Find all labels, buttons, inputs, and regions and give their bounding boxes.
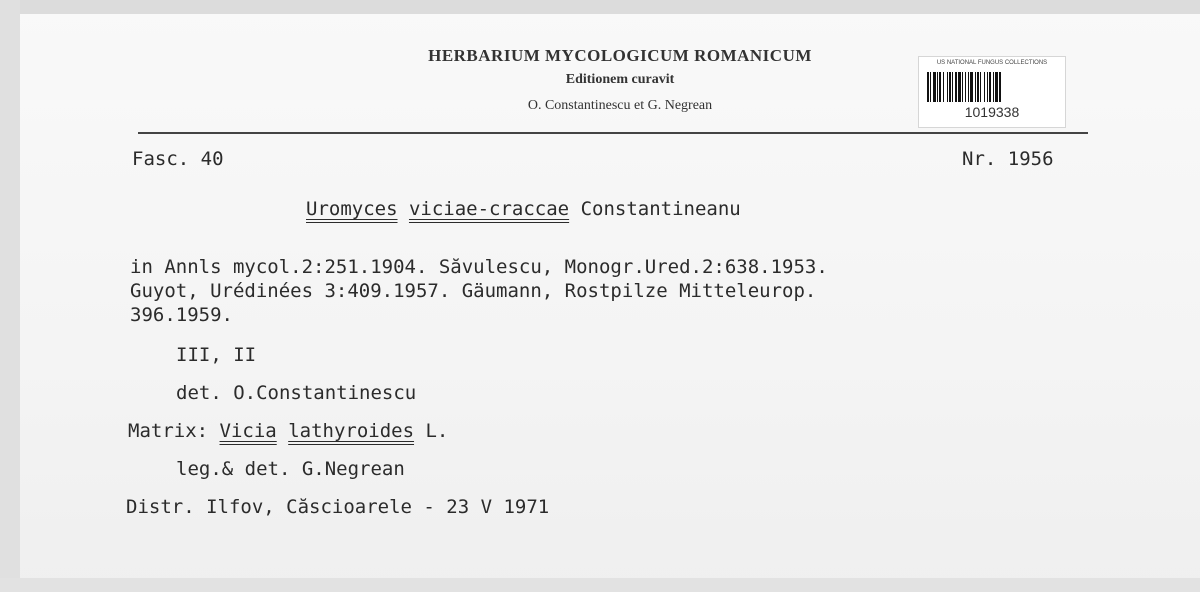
reference-line: in Annls mycol.2:251.1904. Săvulescu, Monogr.Ured.2:638.1953. — [130, 256, 828, 278]
species-genus: Uromyces — [306, 198, 398, 220]
fascicle-number: Fasc. 40 — [132, 148, 224, 170]
header-divider — [138, 132, 1088, 134]
herbarium-editors: O. Constantinescu et G. Negrean — [527, 98, 713, 113]
paper-edge-left — [0, 0, 20, 592]
locality: Distr. Ilfov, Căscioarele - 23 V 1971 — [126, 496, 550, 518]
reference-line: 396.1959. — [130, 304, 233, 326]
determiner: det. O.Constantinescu — [176, 382, 417, 404]
matrix-genus: Vicia — [219, 420, 277, 442]
paper-edge-bottom — [0, 578, 1200, 592]
barcode-label — [918, 56, 1066, 128]
species-epithet: viciae-craccae — [408, 198, 570, 220]
barcode-number: 1019338 — [964, 104, 1020, 120]
host-matrix — [128, 420, 448, 442]
paper-edge-top — [0, 0, 1200, 14]
specimen-number: Nr. 1956 — [962, 148, 1054, 170]
matrix-label: Matrix: — [128, 420, 209, 442]
collector: leg.& det. G.Negrean — [176, 458, 405, 480]
species-name — [306, 198, 741, 220]
spore-stages: III, II — [176, 344, 257, 366]
herbarium-title: HERBARIUM MYCOLOGICUM ROMANICUM — [428, 46, 812, 65]
barcode-icon — [927, 72, 1057, 102]
matrix-author: L. — [425, 420, 449, 442]
barcode-caption: US NATIONAL FUNGUS COLLECTIONS — [936, 60, 1048, 66]
species-author: Constantineanu — [580, 198, 741, 220]
reference-line: Guyot, Urédinées 3:409.1957. Gäumann, Rostpilze Mitteleurop. — [130, 280, 817, 302]
herbarium-edition: Editionem curavit — [565, 72, 675, 87]
matrix-epithet: lathyroides — [288, 420, 415, 442]
